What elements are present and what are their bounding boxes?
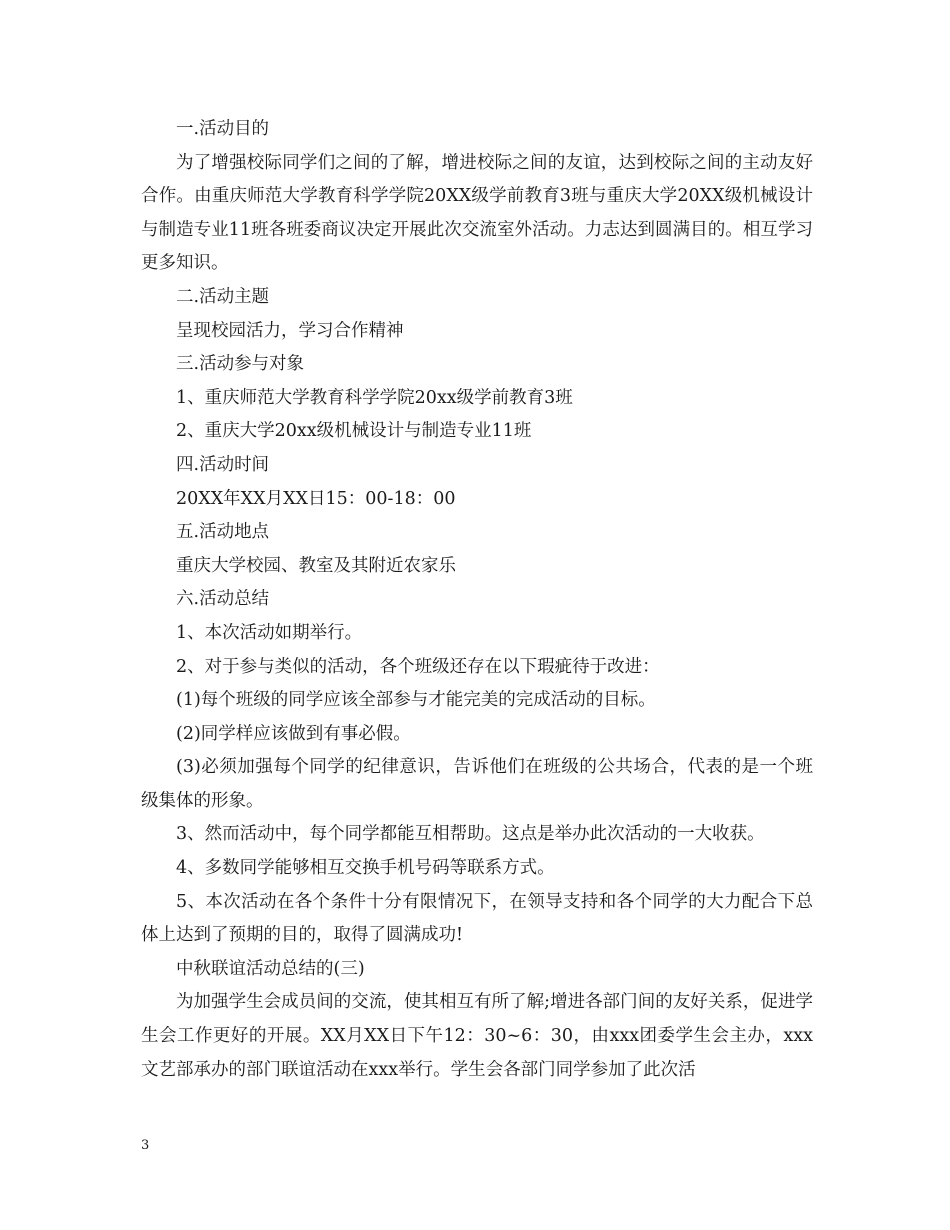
list-item-summary-5: 5、本次活动在各个条件十分有限情况下，在领导支持和各个同学的大力配合下总体上达到了预期的目的，取得了圆满成功! — [141, 891, 813, 946]
list-item-participant-1: 1、重庆师范大学教育科学学院20xx级学前教育3班 — [176, 387, 573, 408]
section-heading-part-three: 中秋联谊活动总结的(三) — [176, 958, 365, 979]
list-item-summary-3: 3、然而活动中，每个同学都能互相帮助。这点是举办此次活动的一大收获。 — [176, 824, 765, 845]
list-item-summary-2: 2、对于参与类似的活动，各个班级还存在以下瑕疵待于改进： — [176, 656, 660, 677]
paragraph-purpose: 为了增强校际同学们之间的了解，增进校际之间的友谊，达到校际之间的主动友好合作。由重庆师范大学教育科学学院20XX级学前教育3班与重庆大学20XX级机械设计与制造专业11班各班委商议决定开展此次交流室外活动。力志达到圆满目的。相互学习更多知识。 — [141, 152, 813, 274]
section-heading-theme: 二.活动主题 — [176, 286, 270, 307]
list-item-summary-4: 4、多数同学能够相互交换手机号码等联系方式。 — [176, 858, 555, 879]
section-heading-time: 四.活动时间 — [176, 454, 270, 475]
paragraph-part-three: 为加强学生会成员间的交流，使其相互有所了解;增进各部门间的友好关系，促进学生会工作更好的开展。XX月XX日下午12：30~6：30，由xxx团委学生会主办，xxx文艺部承办的部门联谊活动在xxx举行。学生会各部门同学参加了此次活 — [141, 992, 813, 1080]
paragraph-location: 重庆大学校园、教室及其附近农家乐 — [176, 555, 456, 576]
list-item-improvement-3: (3)必须加强每个同学的纪律意识，告诉他们在班级的公共场合，代表的是一个班级集体的形象。 — [141, 757, 813, 811]
list-item-improvement-1: (1)每个班级的同学应该全部参与才能完美的完成活动的目标。 — [176, 690, 656, 711]
list-item-participant-2: 2、重庆大学20xx级机械设计与制造专业11班 — [176, 421, 532, 442]
page-number: 3 — [141, 1138, 150, 1153]
section-heading-participants: 三.活动参与对象 — [176, 354, 305, 375]
list-item-summary-1: 1、本次活动如期举行。 — [176, 622, 363, 643]
section-heading-location: 五.活动地点 — [176, 522, 270, 543]
list-item-improvement-2: (2)同学样应该做到有事必假。 — [176, 723, 411, 744]
document-body — [141, 113, 813, 1087]
section-heading-summary: 六.活动总结 — [176, 589, 270, 610]
section-heading-purpose: 一.活动目的 — [176, 119, 270, 139]
paragraph-theme: 呈现校园活力，学习合作精神 — [176, 320, 404, 341]
paragraph-time: 20XX年XX月XX日15：00-18：00 — [176, 488, 456, 509]
